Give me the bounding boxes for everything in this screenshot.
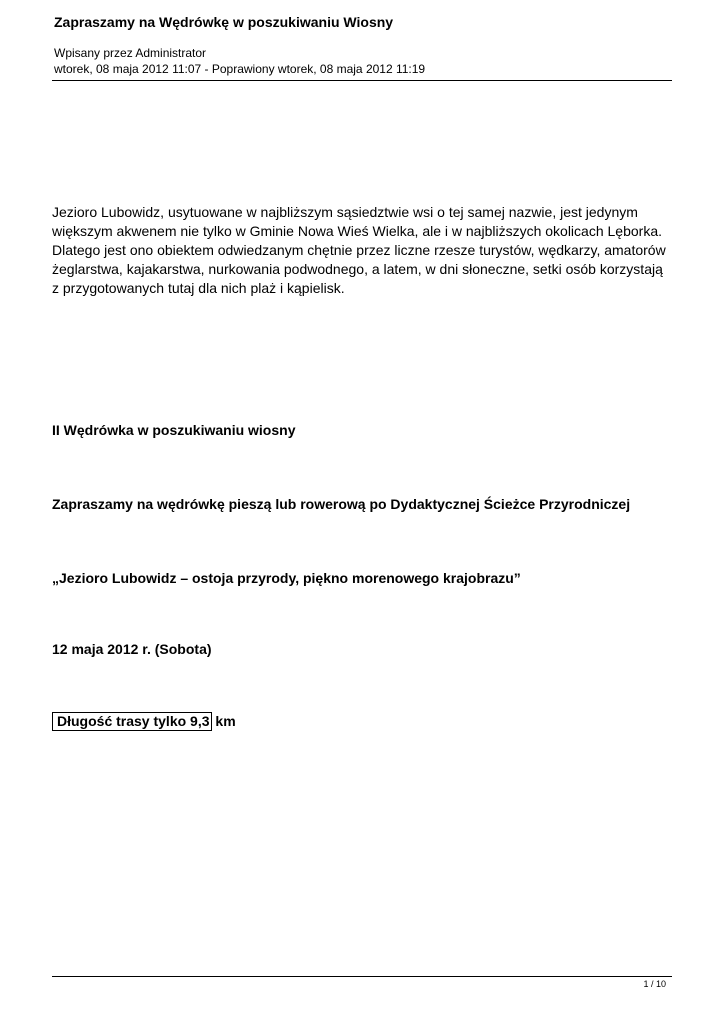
event-date: 12 maja 2012 r. (Sobota) [52, 641, 212, 657]
date-line: wtorek, 08 maja 2012 11:07 - Poprawiony wtorek, 08 maja 2012 11:19 [54, 62, 426, 76]
header-divider [52, 80, 672, 81]
page-title: Zapraszamy na Wędrówkę w poszukiwaniu Wiosny [54, 14, 394, 30]
invite-heading: Zapraszamy na wędrówkę pieszą lub rowerową po Dydaktycznej Ścieżce Przyrodniczej [52, 496, 631, 512]
author-line: Wpisany przez Administrator [54, 46, 207, 60]
intro-text: Jezioro Lubowidz, usytuowane w najbliższym sąsiedztwie wsi o tej samej nazwie, jest jedynym większym akwenem nie tylko w Gminie Nowa Wieś Wielka, ale i w najbliższych okolicach Lęborka. Dlatego jest ono obiektem odwiedzanym chętnie przez liczne rzesze turystów, wędkarzy, amatorów żeglarstwa, kajakarstwa, nurkowania podwodnego, a latem, w dni słoneczne, setki osób korzystają z przygotowanych tutaj dla nich plaż i kąpielisk. [52, 204, 666, 296]
route-length [52, 713, 236, 729]
walk-heading: II Wędrówka w poszukiwaniu wiosny [52, 422, 296, 438]
page-number: 1 / 10 [643, 979, 666, 989]
intro-paragraph [52, 203, 672, 298]
route-length-unit: km [215, 713, 236, 729]
route-length-label: Długość trasy tylko 9,3 [52, 712, 212, 731]
footer-divider [52, 976, 672, 977]
quote-heading: „Jezioro Lubowidz – ostoja przyrody, piękno morenowego krajobrazu” [52, 570, 521, 586]
